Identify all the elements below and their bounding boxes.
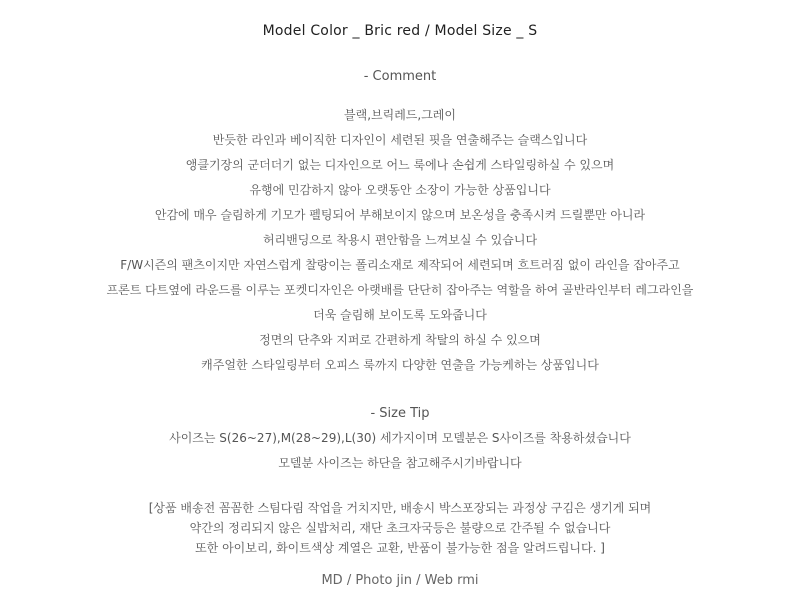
comment-line: 캐주얼한 스타일링부터 오피스 룩까지 다양한 연출을 가능케하는 상품입니다 (201, 358, 599, 372)
comment-line: 앵클기장의 군더더기 없는 디자인으로 어느 룩에나 손쉽게 스타일링하실 수 있으며 (185, 158, 615, 172)
notice-line: 약간의 정리되지 않은 실밥처리, 재단 초크자국등은 불량으로 간주될 수 없습니다 (189, 521, 611, 535)
comment-line: 안감에 매우 슬림하게 기모가 펠팅되어 부해보이지 않으며 보온성을 충족시켜 드릴뿐만 아니라 (154, 208, 646, 222)
comment-line: 프론트 다트옆에 라운드를 이루는 포켓디자인은 아랫배를 단단히 잡아주는 역할을 하여 골반라인부터 레그라인을 (106, 283, 694, 297)
notice-line: 또한 아이보리, 화이트색상 계열은 교환, 반품이 불가능한 점을 알려드립니다. ] (195, 541, 605, 555)
comment-line: 정면의 단추와 지퍼로 간편하게 착탈의 하실 수 있으며 (259, 333, 541, 347)
comment-line: 반듯한 라인과 베이직한 디자인이 세련된 핏을 연출해주는 슬랙스입니다 (212, 133, 588, 147)
comment-line: 더욱 슬림해 보이도록 도와줍니다 (313, 308, 487, 322)
size-tip-heading: - Size Tip (370, 406, 430, 421)
comment-line: F/W시즌의 팬츠이지만 자연스럽게 찰랑이는 폴리소재로 제작되어 세련되며 흐트러짐 없이 라인을 잡아주고 (120, 258, 680, 272)
comment-heading: - Comment (363, 69, 437, 84)
model-info: Model Color _ Bric red / Model Size _ S (262, 23, 538, 39)
credits: MD / Photo jin / Web rmi (321, 573, 479, 588)
comment-line: 블랙,브릭레드,그레이 (344, 108, 456, 122)
comment-line: 허리밴딩으로 착용시 편안함을 느껴보실 수 있습니다 (262, 233, 538, 247)
comment-line: 유행에 민감하지 않아 오랫동안 소장이 가능한 상품입니다 (249, 183, 551, 197)
size-tip-line: 사이즈는 S(26~27),M(28~29),L(30) 세가지이며 모델분은 S사이즈를 착용하셨습니다 (169, 431, 631, 445)
notice-line: [상품 배송전 꼼꼼한 스팀다림 작업을 거치지만, 배송시 박스포장되는 과정상 구김은 생기게 되며 (148, 501, 652, 515)
size-tip-line: 모델분 사이즈는 하단을 참고해주시기바랍니다 (278, 456, 522, 470)
